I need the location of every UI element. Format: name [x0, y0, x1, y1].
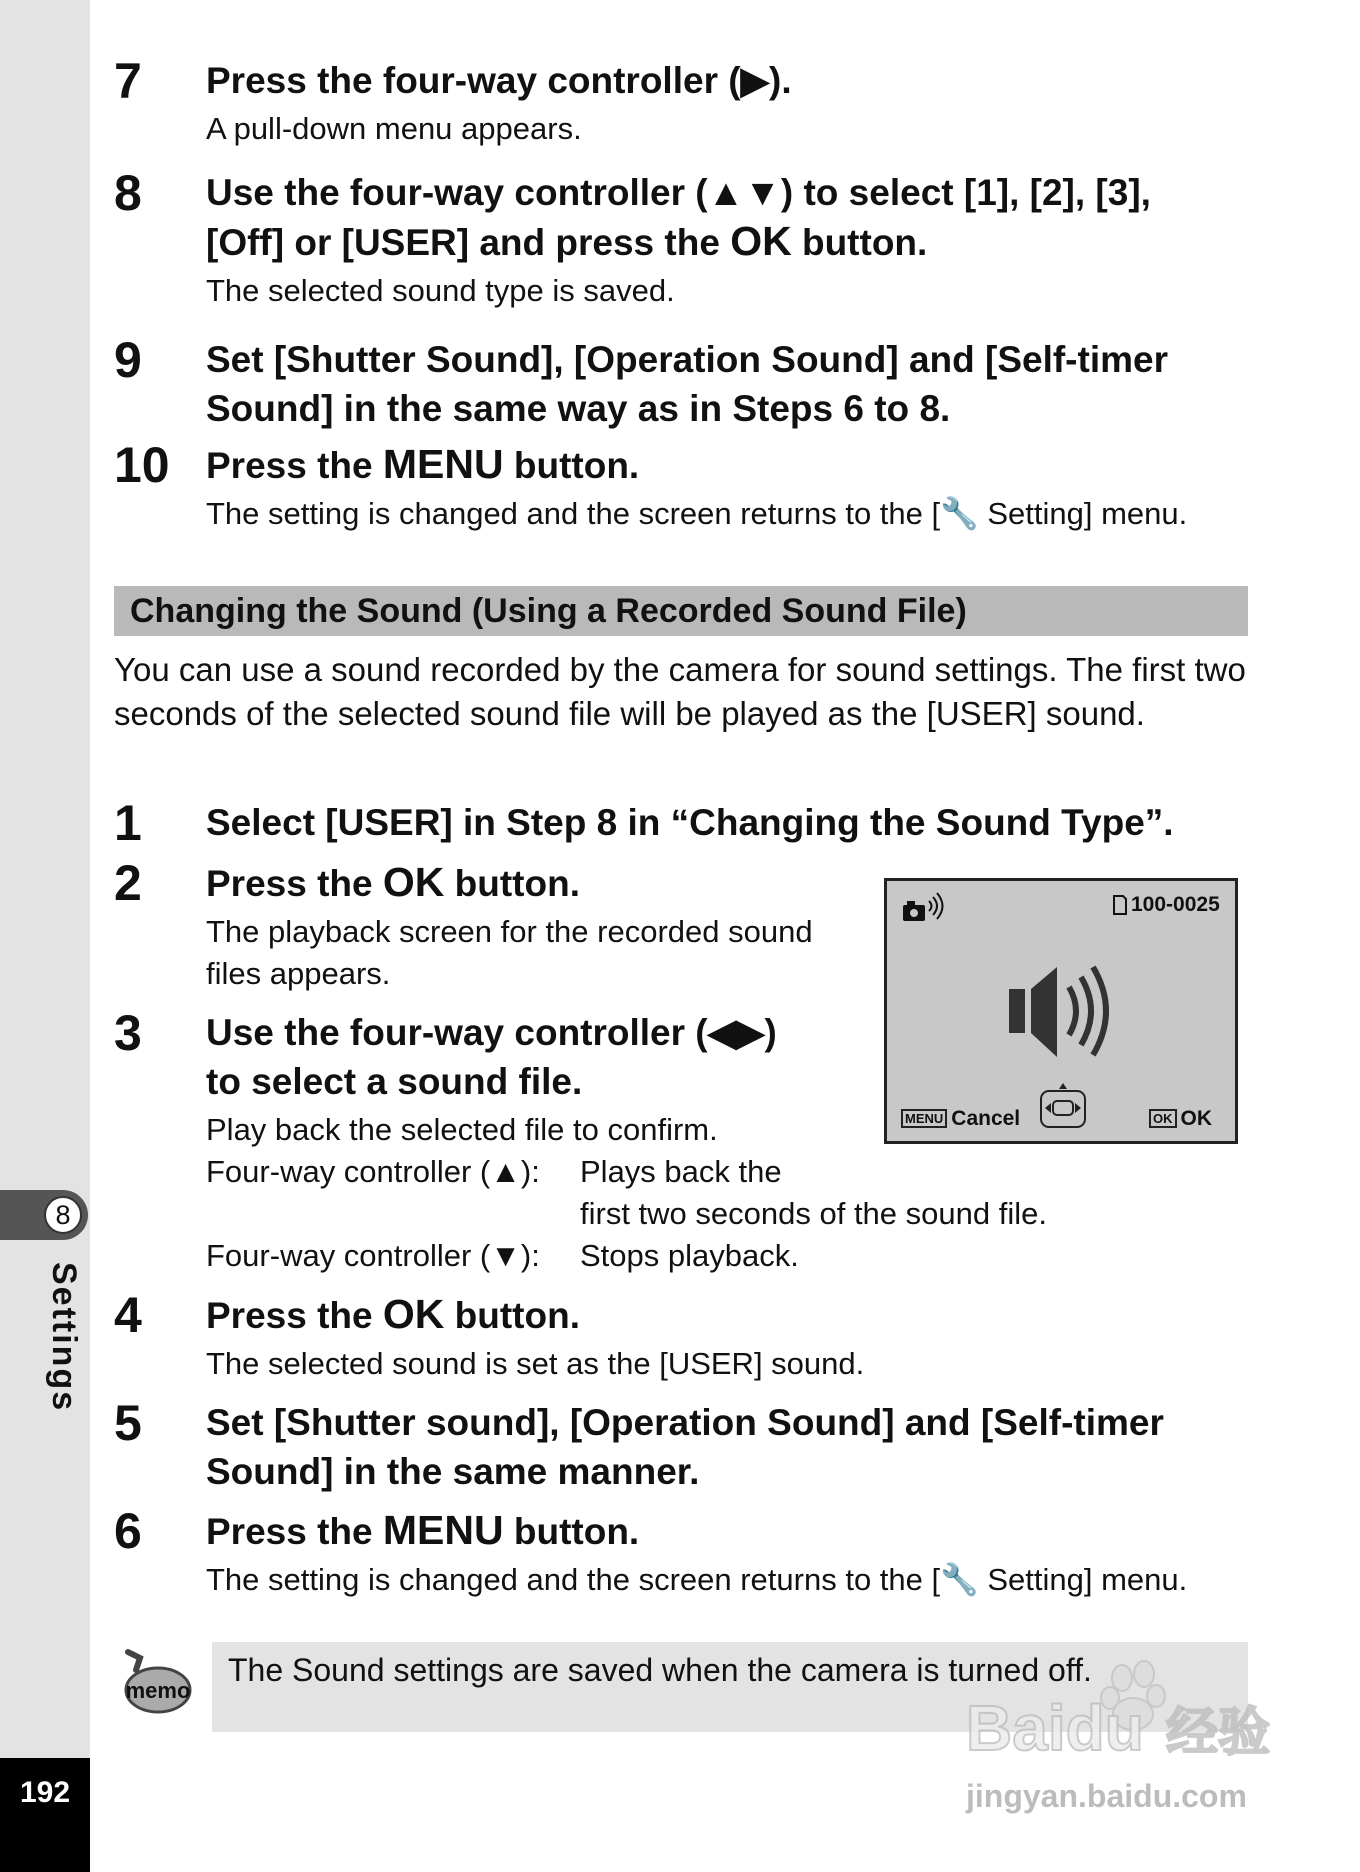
step-title-part: Press the	[206, 445, 383, 486]
controller-up-text: Plays back the	[580, 1154, 782, 1189]
menu-button-glyph: MENU	[382, 441, 504, 487]
step-6	[114, 1503, 1254, 1601]
step-title	[206, 1290, 1254, 1340]
step-title-line: Use the four-way controller (▲▼) to select [1], [2], [3],	[206, 172, 1151, 213]
step-description: The setting is changed and the screen returns to the [🔧 Setting] menu.	[206, 1562, 1188, 1597]
step-title: Select [USER] in Step 8 in “Changing the Sound Type”.	[206, 802, 1174, 843]
menu-button-glyph: MENU	[382, 1507, 504, 1553]
step-title	[206, 335, 1254, 433]
cancel-label: Cancel	[951, 1107, 1021, 1130]
ok-label: OK	[1180, 1107, 1212, 1130]
controller-up-row	[206, 1151, 1254, 1193]
four-way-controller-icon	[1035, 1083, 1091, 1131]
ok-key: OK	[1149, 1109, 1177, 1128]
controller-up-text: first two seconds of the sound file.	[580, 1196, 1047, 1231]
svg-text:经验: 经验	[1166, 1703, 1271, 1763]
description-line: files appears.	[206, 956, 391, 991]
file-number: 100-0025	[1131, 893, 1220, 916]
section-intro: You can use a sound recorded by the camera for sound settings. The first two seconds of the selected sound file will be played as the [USER] sound.	[114, 651, 1246, 732]
step-title-part: [Off] or [USER] and press the	[206, 222, 731, 263]
step-number: 10	[114, 437, 170, 493]
step-number: 7	[114, 53, 142, 109]
step-number: 8	[114, 165, 142, 221]
step-9	[114, 332, 1254, 433]
step-title-part: button.	[444, 863, 580, 904]
controller-up-label: Four-way controller (▲):	[206, 1154, 540, 1189]
chapter-number: 8	[44, 1196, 82, 1234]
ok-button-glyph: OK	[382, 1291, 445, 1337]
sound-recording-icon	[901, 891, 947, 927]
cancel-hint	[901, 1107, 1020, 1131]
left-sidebar	[0, 0, 90, 1872]
menu-key: MENU	[901, 1109, 947, 1128]
card-icon	[1113, 895, 1127, 915]
controller-down-label: Four-way controller (▼):	[206, 1238, 540, 1273]
step-title-part: button.	[503, 445, 640, 486]
step-title	[206, 168, 1254, 267]
step-description	[206, 911, 854, 995]
step-5	[114, 1395, 1254, 1496]
step-title-part: Press the	[206, 1511, 383, 1552]
baidu-watermark-logo	[962, 1658, 1282, 1783]
step-title	[206, 858, 854, 908]
memo-text: The Sound settings are saved when the camera is turned off.	[228, 1652, 1092, 1688]
step-number: 1	[114, 795, 142, 851]
step-title-part: Press the	[206, 1295, 383, 1336]
step-title-part: button.	[444, 1295, 580, 1336]
step-title	[206, 1506, 1254, 1556]
step-title-part: button.	[503, 1511, 640, 1552]
step-number: 9	[114, 332, 142, 388]
ok-button-glyph: OK	[730, 218, 792, 264]
step-title-part: button.	[791, 222, 928, 263]
svg-text:Baidu: Baidu	[966, 1692, 1144, 1764]
step-number: 5	[114, 1395, 142, 1451]
chapter-label: Settings	[45, 1262, 83, 1413]
description-line: Play back the selected file to confirm.	[206, 1112, 718, 1147]
step-description: The selected sound type is saved.	[206, 273, 675, 308]
step-title	[206, 1398, 1254, 1496]
step-10	[114, 437, 1254, 535]
step-title-line: Set [Shutter Sound], [Operation Sound] and [Self-timer	[206, 339, 1168, 380]
description-line: The playback screen for the recorded sound	[206, 914, 813, 949]
step-description: The selected sound is set as the [USER] sound.	[206, 1346, 865, 1381]
step-7	[114, 53, 1254, 150]
step-4	[114, 1287, 1254, 1385]
ok-hint	[1149, 1107, 1212, 1131]
step-number: 6	[114, 1503, 142, 1559]
camera-screen-illustration	[884, 878, 1238, 1144]
step-title: Press the four-way controller (▶).	[206, 60, 792, 101]
step-1	[114, 795, 1254, 851]
svg-text:memo: memo	[125, 1678, 191, 1703]
step-description: The setting is changed and the screen returns to the [🔧 Setting] menu.	[206, 496, 1188, 531]
step-title-line: Sound] in the same manner.	[206, 1451, 700, 1492]
page-number: 192	[0, 1758, 90, 1872]
step-title-line: Use the four-way controller (◀▶)	[206, 1012, 777, 1053]
step-8	[114, 165, 1254, 312]
step-title-line: Sound] in the same way as in Steps 6 to 8.	[206, 388, 951, 429]
ok-button-glyph: OK	[382, 859, 445, 905]
section-heading: Changing the Sound (Using a Recorded Sound File)	[114, 586, 1248, 636]
controller-down-row	[206, 1235, 1254, 1277]
controller-down-text: Stops playback.	[580, 1238, 799, 1273]
step-title-line: to select a sound file.	[206, 1061, 583, 1102]
step-2	[114, 855, 854, 995]
step-number: 4	[114, 1287, 142, 1343]
step-number: 2	[114, 855, 142, 911]
step-title-part: Press the	[206, 863, 383, 904]
watermark-url: jingyan.baidu.com	[966, 1778, 1247, 1814]
controller-up-row-cont	[206, 1193, 1254, 1235]
step-title	[206, 440, 1254, 490]
step-description: A pull-down menu appears.	[206, 111, 582, 146]
step-number: 3	[114, 1005, 142, 1061]
step-title-line: Set [Shutter sound], [Operation Sound] and [Self-timer	[206, 1402, 1164, 1443]
memo-icon	[114, 1648, 194, 1729]
speaker-icon	[1007, 959, 1117, 1069]
